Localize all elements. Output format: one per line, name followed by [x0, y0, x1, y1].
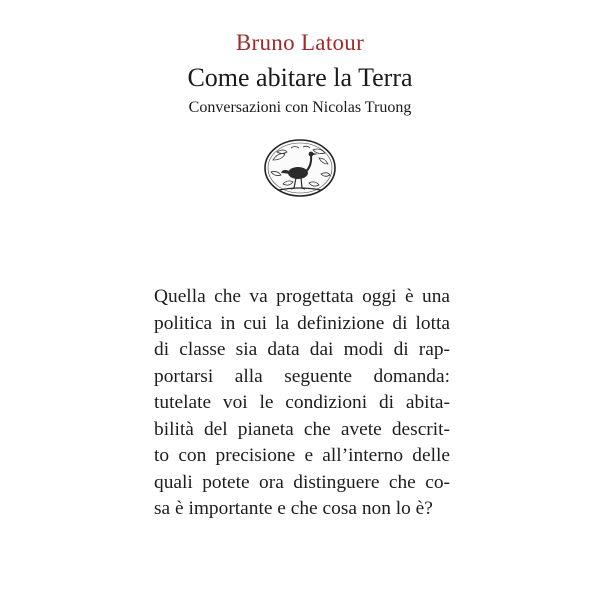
quote-line: politica in cui la definizione di lotta — [154, 312, 450, 334]
quote-line: di classe sia data dai modi di rap- — [154, 339, 450, 360]
quote-line: sa è importante e che cosa non lo è? — [154, 498, 433, 519]
quote-line: portarsi alla seguente domanda: — [154, 365, 450, 387]
quote-line: to con precisione e all’interno delle — [154, 445, 450, 466]
author-name: Bruno Latour — [235, 30, 365, 55]
quote-line: quali potete ora distinguere che co- — [154, 471, 450, 493]
book-title: Come abitare la Terra — [187, 63, 413, 92]
back-cover-quote — [154, 284, 450, 523]
book-subtitle: Conversazioni con Nicolas Truong — [188, 99, 412, 116]
quote-line: tutelate voi le condizioni di abita- — [154, 392, 450, 413]
quote-line: bilità del pianeta che avete descrit- — [154, 418, 450, 440]
ostrich-emblem-icon — [263, 138, 337, 198]
quote-line: Quella che va progettata oggi è una — [154, 286, 450, 307]
